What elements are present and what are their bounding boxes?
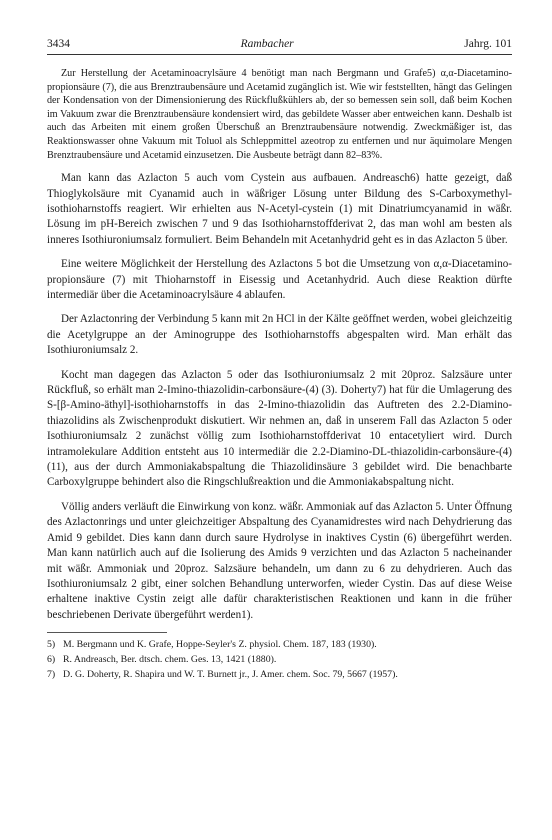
paragraph: Man kann das Azlacton 5 auch vom Cystein aus aufbauen. Andreasch6) hatte gezeigt, daß Thioglykolsäure mit Cyanamid auch in wäßriger Lösung unter Bildung des S-Carboxymethyl-isothioharnstoffs reagiert. Wir erhielten aus N-Acetyl-cystein (1) mit Dinatriumcyanamid in wäßr. Lösung im pH-Bereich zwischen 7 und 9 das Isothioharnstoffderivat 2, das man wohl am besten als inneres Isothiuroniumsalz formuliert. Beim Behandeln mit Acetanhydrid geht es in das Azlacton 5 über. <box>47 172 512 246</box>
footnotes <box>47 638 512 682</box>
running-author: Rambacher <box>240 38 294 50</box>
footnote-text: D. G. Doherty, R. Shapira und W. T. Burnett jr., J. Amer. chem. Soc. 79, 5667 (1957). <box>63 669 398 681</box>
footnote-mark: 7) <box>47 669 56 681</box>
footnote <box>47 638 512 652</box>
footnote <box>47 668 512 682</box>
paragraph: Kocht man dagegen das Azlacton 5 oder das Isothiuroniumsalz 2 mit 20proz. Salzsäure unter Rückfluß, so erhält man 2-Imino-thiazolidin-carbonsäure-(4) (3). Doherty7) hat für die Umlagerung des S-[β-Amino-äthyl]-isothioharnstoffs in das 2-Imino-thiazolidin das Auftreten des 2.2-Diamino-thiazolidins als Zwischenprodukt diskutiert. Wir nehmen an, daß in unserem Fall das Azlacton 5 oder Isothiuroniumsalz 2 zunächst völlig zum Isothioharnstoffderivat 10 entacetyliert wird. Durch intramolekulare Addition entsteht aus 10 intermediär die 2.2-Diamino-DL-thiazolidin-carbonsäure-(4) (11), aus der durch Ammoniakabspaltung die Thiazolidinsäure 3 gebildet wird. Die benachbarte Carboxylgruppe behindert also die Ringschlußreaktion und die Ammoniakabspaltung nicht. <box>47 368 512 489</box>
footnote-text: M. Bergmann und K. Grafe, Hoppe-Seyler's Z. physiol. Chem. 187, 183 (1930). <box>63 639 377 651</box>
footnote-mark: 5) <box>47 639 56 651</box>
page-number: 3434 <box>47 38 70 50</box>
journal-year: Jahrg. 101 <box>464 38 512 50</box>
paragraph-small-print: Zur Herstellung der Acetaminoacrylsäure 4 benötigt man nach Bergmann und Grafe5) α,α-Diacetamino-propionsäure (7), die aus Brenztraubensäure und Acetamid zugänglich ist. Wie wir feststellten, hängt das Gelingen der Kondensation von der Dimensionierung des Rückflußkühlers ab, der so bemessen sein soll, daß beim Kochen im Vakuum zwar die Brenztraubensäure kondensiert wird, das gebildete Wasser aber entweichen kann. Deshalb ist auch das Arbeiten mit einem großen Überschuß an Brenztraubensäure notwendig. Zweckmäßiger ist, das Reaktionswasser ohne Vakuum mit Toluol als Schleppmittel azeotrop zu entfernen und nur äquimolare Mengen Brenztraubensäure und Acetamid einzusetzen. Die Ausbeute beträgt dann 82–83%. <box>47 68 512 161</box>
page <box>47 38 512 682</box>
footnote-divider <box>47 632 167 633</box>
footnote-text: R. Andreasch, Ber. dtsch. chem. Ges. 13, 1421 (1880). <box>63 654 277 666</box>
paragraph: Der Azlactonring der Verbindung 5 kann mit 2n HCl in der Kälte geöffnet werden, wobei gleichzeitig die Acetylgruppe an der Aminogruppe des Isothioharnstoffs abgespalten wird. Man erhält das Isothiuroniumsalz 2. <box>47 313 512 357</box>
paragraph: Eine weitere Möglichkeit der Herstellung des Azlactons 5 bot die Umsetzung von α,α-Diacetamino-propionsäure (7) mit Thioharnstoff in Eisessig und Acetanhydrid. Auch diese Reaktion dürfte intermediär über die Acetaminoacrylsäure 4 ablaufen. <box>47 258 512 301</box>
footnote-mark: 6) <box>47 654 56 666</box>
running-header <box>47 38 512 55</box>
footnote <box>47 653 512 667</box>
paragraph: Völlig anders verläuft die Einwirkung von konz. wäßr. Ammoniak auf das Azlacton 5. Unter Öffnung des Azlactonrings und unter gleichzeitiger Abspaltung des Cyanamidrestes wird nach Dehydrierung das Amid 9 gebildet. Dies kann dann durch saure Hydrolyse in inaktives Cystin (6) übergeführt werden. Man kann natürlich auch auf die Isolierung des Amids 9 verzichten und das Azlacton 5 nacheinander mit wäßr. Ammoniak und 20proz. Salzsäure behandeln, um dann zu 6 zu dehydrieren. Auch das Isothiuroniumsalz 2 gibt, einer solchen Behandlung unterworfen, wieder Cystin. Das auf diese Weise erhaltene inaktive Cystin zeigt alle dafür charakteristischen Reaktionen und kann in die früher beschriebenen Derivate übergeführt werden1). <box>47 500 512 621</box>
